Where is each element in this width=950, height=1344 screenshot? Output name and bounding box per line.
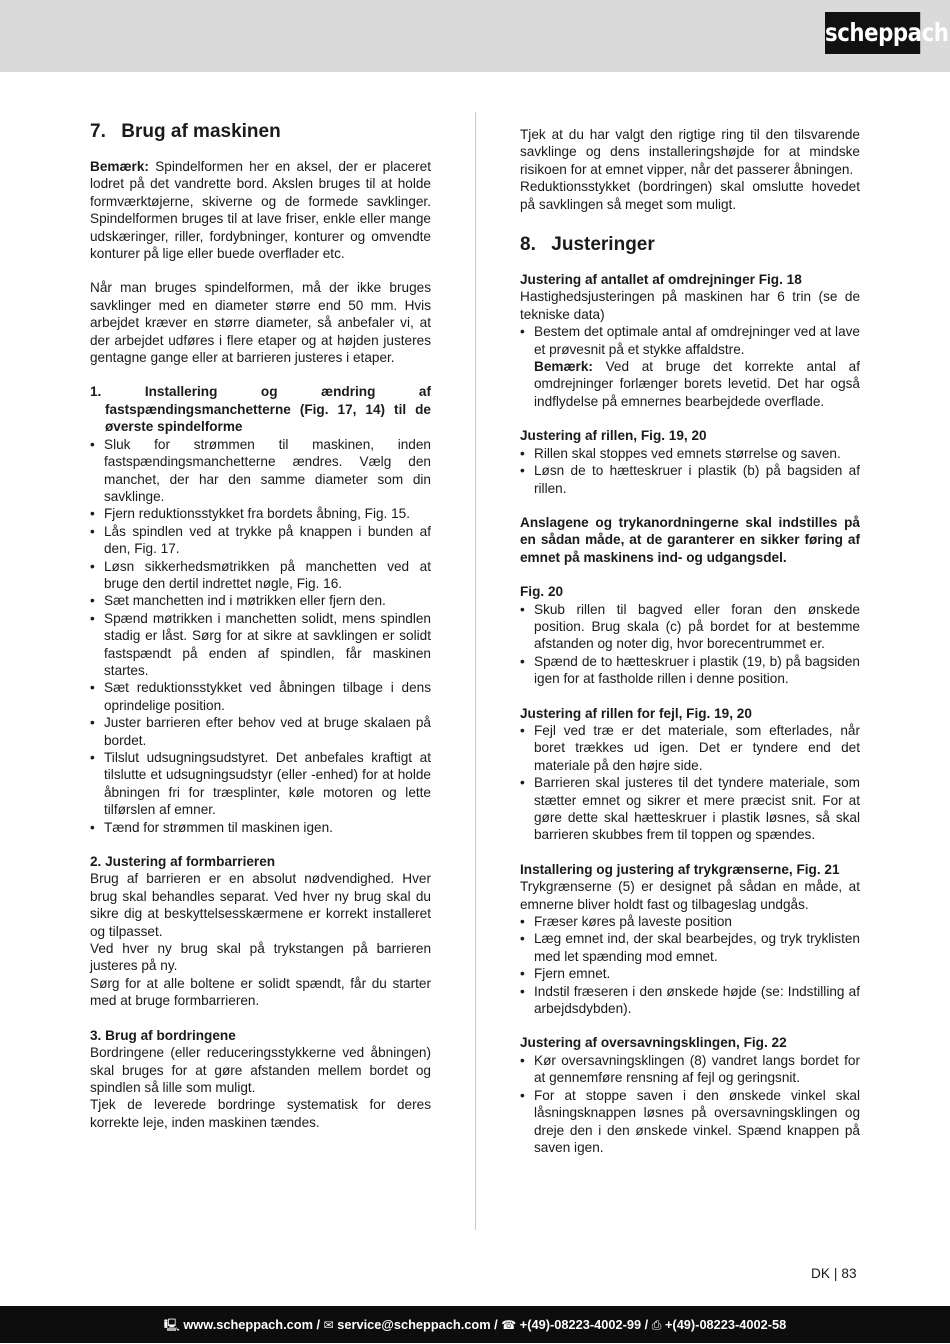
subsection-heading-3: 3. Brug af bordringene [90,1027,236,1043]
list-item: • Indstil fræseren i den ønskede højde (se: Indstilling af arbejdsdybden). [520,983,860,1018]
list-item: • Spænd møtrikken i manchetten solidt, mens spindlen stadig er låst. Sørg for at sikre at savklingen er solidt fastspændt på enden af spindlen, får maskinen startes. [90,610,431,680]
footer-fax: +(49)-08223-4002-58 [664,1317,787,1332]
telephone-icon: ☎ [501,1318,517,1332]
bullet-list [520,913,860,1017]
list-item: • Juster barrieren efter behov ved at bruge skalaen på bordet. [90,714,431,749]
paragraph: Bordringene (eller reduceringsstykkerne ved åbningen) skal bruges for at gøre afstanden mellem bordet og spindlen så lille som muligt. [90,1045,431,1095]
footer-phone: +(49)-08223-4002-99 [519,1317,642,1332]
list-item: • Tilslut udsugningsudstyret. Det anbefales kraftigt at tilslutte et udsugningsudstyr (eller -enhed) for at holde åbningen fri for træsplinter, køle motoren og lette tilførslen af emner. [90,749,431,819]
paragraph: Reduktionsstykket (bordringen) skal omslutte hovedet på savklingen så meget som muligt. [520,179,860,212]
list-item: • For at stoppe saven i den ønskede vinkel skal låsningsknappen løsnes på oversavningsklingen og dreje den i den ønskede vinkel. Spænd knappen på saven igen. [520,1087,860,1157]
separator: / [490,1317,502,1332]
list-item: • Spænd de to hætteskruer i plastik (19, b) på bagsiden igen for at fastholde rillen i denne position. [520,653,860,688]
paragraph: Sørg for at alle boltene er solidt spændt, får du starter med at bruge formbarrieren. [90,975,431,1009]
section-8-heading [520,233,860,257]
list-item: • Skub rillen til bagved eller foran den ønskede position. Brug skala (c) på bordet for at bestemme afstanden og noter dig, hvor borecentrummet er. [520,601,860,653]
bullet-list [520,1052,860,1156]
list-item: • Fejl ved træ er det materiale, som efterlades, når boret trækkes ud igen. Det er tyndere end det materiale på den højre side. [520,722,860,774]
list-item: • Fjern emnet. [520,965,860,982]
list-item: • Sluk for strømmen til maskinen, inden fastspændingsmanchetterne ændres. Vælg den manchet, der har den samme diameter som din savklinge. [90,436,431,506]
list-item: • Sæt manchetten ind i møtrikken eller fjern den. [90,592,431,609]
list-item: • Lås spindlen ved at trykke på knappen i bunden af den, Fig. 17. [90,523,431,558]
separator: / [641,1317,652,1332]
note-label: Bemærk: [534,359,593,375]
column-divider [475,112,476,1230]
section-title: Brug af maskinen [121,121,281,142]
paragraph: Tjek de leverede bordringe systematisk for deres korrekte leje, inden maskinen tændes. [90,1097,431,1130]
footer-web-link[interactable]: www.scheppach.com [183,1317,313,1332]
note-text: Ved at bruge det korrekte antal af omdrejninger forlænger borets levetid. Det har også indflydelse på emnernes bearbejdede overflade. [534,359,860,409]
list-item: • Fjern reduktionsstykket fra bordets åbning, Fig. 15. [90,505,431,522]
list-item: • Rillen skal stoppes ved emnets størrelse og saven. [520,445,860,462]
section-7-heading [90,120,431,144]
paragraph: Tjek at du har valgt den rigtige ring til den tilsvarende savklinge og dens installeringshøjde for at mindske risikoen for at emnet vipper, når det passerer åbningen. [520,127,860,177]
list-item: • Løsn sikkerhedsmøtrikken på manchetten ved at bruge den dertil indrettet nøgle, Fig. 16. [90,558,431,593]
subsection-heading-1: 1. Installering og ændring af fastspændingsmanchetterne (Fig. 17, 14) til de øverste spindelforme [90,384,431,435]
section-number: 7. [90,121,106,142]
computer-icon: 🖳 [163,1318,180,1332]
section-title: Justeringer [551,234,655,256]
bullet-list-1 [90,436,431,836]
paragraph: Brug af barrieren er en absolut nødvendighed. Hver brug skal behandles separat. Ved hver ny brug skal du sikre dig at beskyttelsesskærmene er korrekt installeret og tilpasset. [90,871,431,939]
right-column [520,126,860,1156]
paragraph: Når man bruges spindelformen, må der ikke bruges savklinger med en diameter større end 50 mm. Hvis arbejdet kræver en større diameter, så anbefaler vi, at der arbejdet udføres i flere etaper og at højden justeres gentagne gange eller at barrieren justeres i etaper. [90,280,431,366]
list-item: • Tænd for strømmen til maskinen igen. [90,819,431,836]
subsection-heading-2: 2. Justering af formbarrieren [90,854,276,870]
subheading: Justering af antallet af omdrejninger Fig. 18 [520,272,802,288]
fax-icon: ⎙ [651,1318,662,1332]
bullet-list [520,722,860,844]
section-number: 8. [520,234,536,256]
page-num: 83 [841,1266,857,1281]
note-paragraph [90,158,431,262]
bullet-list [520,601,860,688]
bullet-list [520,445,860,497]
footer-bar [0,1306,950,1343]
list-item: • Fræser køres på laveste position [520,913,860,930]
envelope-icon: ✉ [323,1318,334,1332]
list-item: • Læg emnet ind, der skal bearbejdes, og tryk tryklisten med let spænding mod emnet. [520,930,860,965]
subheading: Installering og justering af trykgrænserne, Fig. 21 [520,861,840,877]
list-item: • Kør oversavningsklingen (8) vandret langs bordet for at gennemføre rensning af fejl og geringsnit. [520,1052,860,1087]
list-item: • Barrieren skal justeres til det tyndere materiale, som stætter emnet og sikrer et mere præcist snit. For at gøre dette skal hætteskruer i plastik løsnes, så skal barrieren skubbes frem til toppen og spændes. [520,774,860,844]
bullet-list [520,323,860,410]
list-item: • Løsn de to hætteskruer i plastik (b) på bagsiden af rillen. [520,462,860,497]
subheading: Justering af rillen, Fig. 19, 20 [520,428,707,444]
separator: / [312,1317,324,1332]
header-bar [0,0,950,72]
subheading: Justering af oversavningsklingen, Fig. 22 [520,1035,787,1051]
note-text: Spindelformen her en aksel, der er placeret lodret på det vandrette bord. Akslen bruges til at holde formværktøjerne, skiverne og de formede savklinger. Spindelformen bruges til at lave friser, enkle eller mange udskæringer, riller, fordybninger, konturer og omvendte konturer på lige eller buede overflader etc. [90,159,431,262]
note-item [520,358,860,410]
subheading: Fig. 20 [520,584,564,600]
left-column [90,120,431,1131]
page-number: DK | 83 [811,1266,857,1281]
subheading: Justering af rillen for fejl, Fig. 19, 20 [520,705,752,721]
footer-email-link[interactable]: service@scheppach.com [337,1317,491,1332]
list-item: • Bestem det optimale antal af omdrejninger ved at lave et prøvesnit på et stykke affaldstre. [520,323,860,358]
scheppach-logo: scheppach [825,12,920,54]
bold-statement: Anslagene og trykanordningerne skal indstilles på en sådan måde, at de garanterer en sikker føring af emnet på maskinens ind- og udgangsdel. [520,514,860,565]
list-item: • Sæt reduktionsstykket ved åbningen tilbage i dens oprindelige position. [90,679,431,714]
paragraph: Trykgrænserne (5) er designet på sådan en måde, at emnerne bliver holdt fast og tilbageslag undgås. [520,879,860,912]
paragraph: Hastighedsjusteringen på maskinen har 6 trin (se de tekniske data) [520,289,860,322]
paragraph: Ved hver ny brug skal på trykstangen på barrieren justeres på ny. [90,941,431,974]
page-lang: DK [811,1266,830,1281]
note-label: Bemærk: [90,159,149,174]
